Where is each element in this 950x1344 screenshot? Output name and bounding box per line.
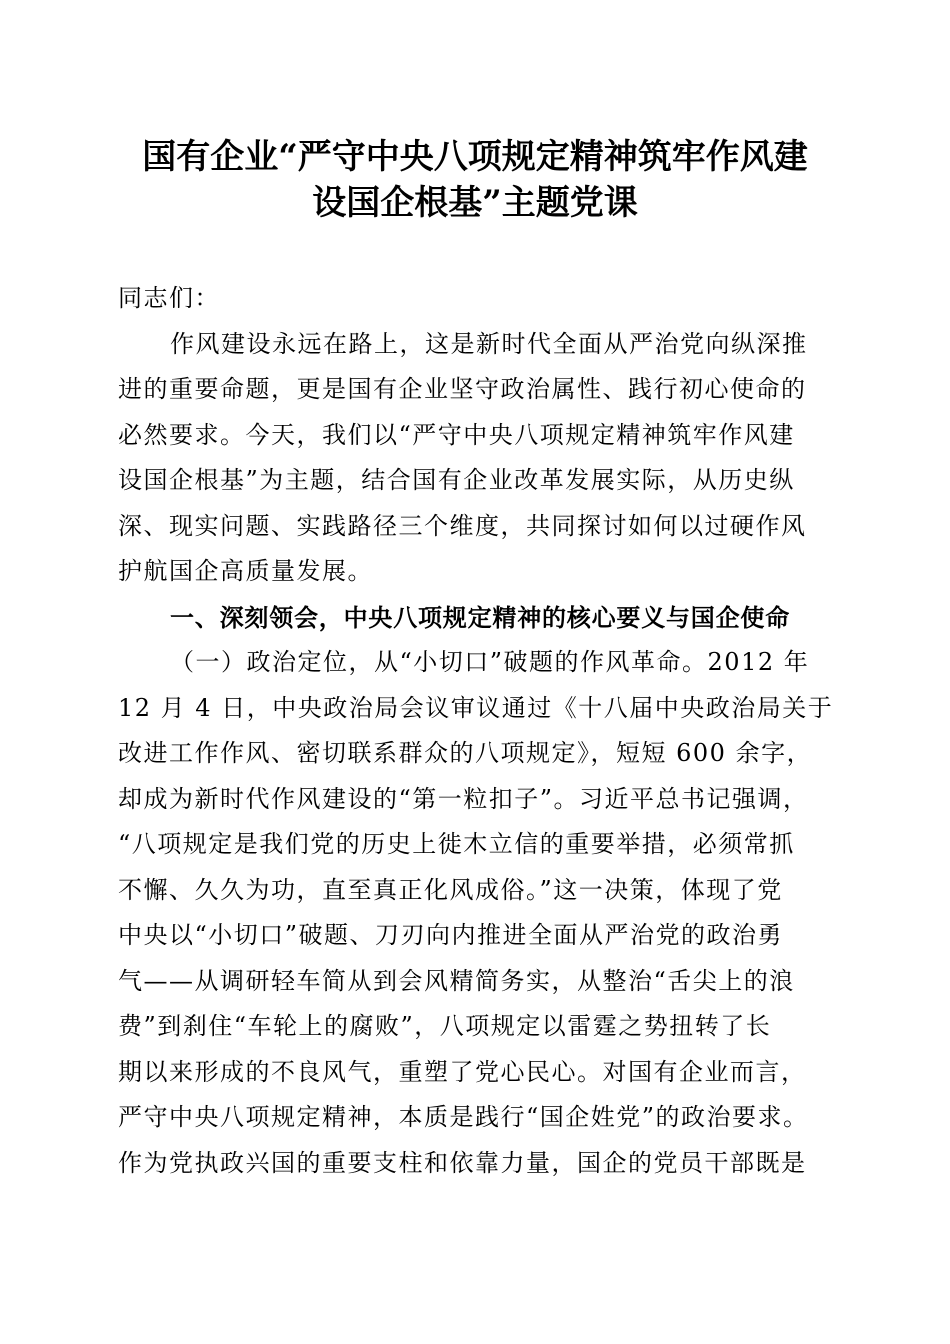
paragraph-line: “八项规定是我们党的历史上徙木立信的重要举措，必须常抓: [118, 830, 795, 858]
title-line-2: 设国企根基”主题党课: [312, 183, 638, 223]
paragraph-line: 气——从调研轻车简从到会风精简务实，从整治“舌尖上的浪: [118, 966, 795, 995]
paragraph-line: 改进工作作风、密切联系群众的八项规定》，短短 600 余字，: [118, 739, 813, 767]
paragraph-line: 不懈、久久为功，直至真正化风成俗。”这一决策，体现了党: [118, 875, 783, 904]
paragraph-intro: [118, 322, 838, 595]
document-title: [110, 134, 840, 226]
document-body: [118, 276, 838, 1186]
title-line-1: 国有企业“严守中央八项规定精神筑牢作风建: [142, 137, 808, 177]
paragraph-line: 护航国企高质量发展。: [118, 557, 373, 585]
paragraph-line: 中央以“小切口”破题、刀刃向内推进全面从严治党的政治勇: [118, 921, 784, 949]
paragraph-line: 费”到刹住“车轮上的腐败”，八项规定以雷霆之势扭转了长: [118, 1012, 772, 1040]
paragraph-political-positioning: [118, 640, 838, 1186]
paragraph-line: 严守中央八项规定精神，本质是践行“国企姓党”的政治要求。: [118, 1103, 809, 1131]
paragraph-line: 深、现实问题、实践路径三个维度，共同探讨如何以过硬作风: [118, 511, 807, 540]
paragraph-line: 进的重要命题，更是国有企业坚守政治属性、践行初心使命的: [118, 375, 807, 403]
paragraph-line: 必然要求。今天，我们以“严守中央八项规定精神筑牢作风建: [118, 420, 795, 449]
greeting: 同志们：: [118, 284, 220, 312]
section-heading: 一、深刻领会，中央八项规定精神的核心要义与国企使命: [170, 602, 790, 632]
paragraph-line: 设国企根基”为主题，结合国有企业改革发展实际，从历史纵: [118, 466, 795, 494]
paragraph-line: 作风建设永远在路上，这是新时代全面从严治党向纵深推: [170, 329, 808, 358]
paragraph-line: 却成为新时代作风建设的“第一粒扣子”。习近平总书记强调，: [118, 784, 809, 813]
paragraph-line: 期以来形成的不良风气，重塑了党心民心。对国有企业而言，: [118, 1057, 807, 1086]
paragraph-line: 12 月 4 日，中央政治局会议审议通过《十八届中央政治局关于: [118, 693, 834, 722]
paragraph-line: （一）政治定位，从“小切口”破题的作风革命。2012 年: [170, 648, 810, 676]
paragraph-line: 作为党执政兴国的重要支柱和依靠力量，国企的党员干部既是: [118, 1148, 807, 1177]
